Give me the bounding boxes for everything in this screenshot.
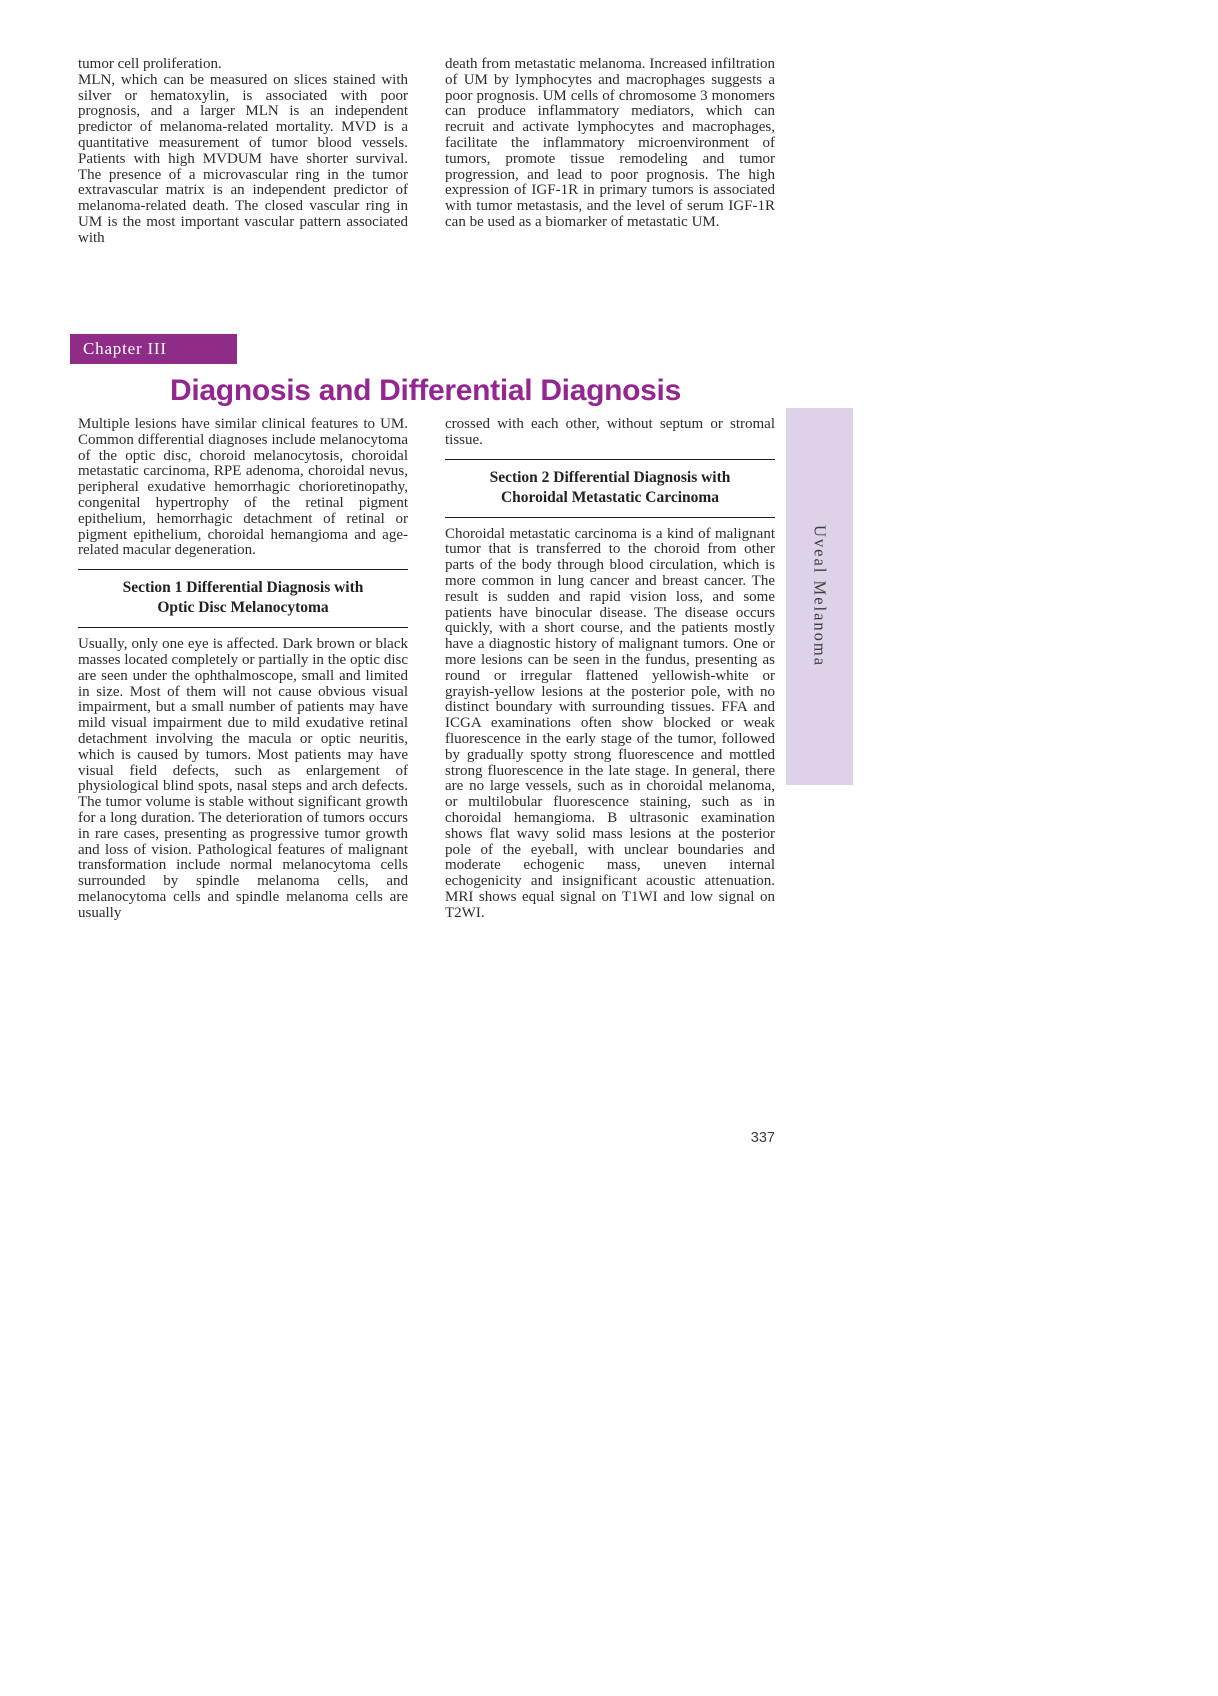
section-2-heading: [445, 459, 775, 518]
side-tab: [786, 408, 853, 785]
paragraph: death from metastatic melanoma. Increased infiltration of UM by lymphocytes and macrophages suggests a poor prognosis. UM cells of chromosome 3 monomers can produce inflammatory mediators, which can recruit and activate lymphocytes and macrophages, facilitate the inflammatory microenvironment of tumors, promote tissue remodeling and tumor progression, and lead to poor prognosis. The high expression of IGF-1R in primary tumors is associated with tumor metastasis, and the level of serum IGF-1R can be used as a biomarker of metastatic UM.: [445, 56, 775, 230]
paragraph: MLN, which can be measured on slices stained with silver or hematoxylin, is associated with poor prognosis, and a larger MLN is an independent predictor of melanoma-related mortality. MVD is a quantitative measurement of tumor blood vessels. Patients with high MVDUM have shorter survival. The presence of a microvascular ring in the tumor extravascular matrix is an independent predictor of melanoma-related death. The closed vascular ring in UM is the most important vascular pattern associated with: [78, 71, 408, 246]
section-heading-line: Section 2 Differential Diagnosis with: [489, 468, 731, 486]
top-right-column: [445, 57, 775, 231]
section-1-heading: [78, 569, 408, 628]
main-right-column: [445, 417, 775, 922]
chapter-banner-label: Chapter III: [83, 339, 167, 358]
section-heading-line: Section 1 Differential Diagnosis with: [122, 579, 364, 597]
page-number: 337: [750, 1130, 775, 1146]
paragraph: crossed with each other, without septum or stromal tissue.: [445, 416, 775, 448]
top-left-column: [78, 57, 408, 247]
main-left-column: [78, 417, 408, 922]
chapter-banner: [70, 334, 237, 364]
section-heading-line: Choroidal Metastatic Carcinoma: [500, 488, 720, 506]
section-heading-line: Optic Disc Melanocytoma: [157, 599, 329, 617]
paragraph: Multiple lesions have similar clinical features to UM. Common differential diagnoses include melanocytoma of the optic disc, choroid melanocytosis, choroidal metastatic carcinoma, RPE adenoma, choroidal nevus, peripheral exudative hemorrhagic chorioretinopathy, congenital hypertrophy of the retinal pigment epithelium, hemorrhagic detachment of retinal or pigment epithelium, choroidal hemangioma and age-related macular degeneration.: [78, 416, 408, 559]
paragraph: Usually, only one eye is affected. Dark brown or black masses located completely or partially in the optic disc are seen under the ophthalmoscope, small and limited in size. Most of them will not cause obvious visual impairment, but a small number of patients may have mild visual impairment due to mild exudative retinal detachment involving the macula or optic neuritis, which is caused by tumors. Most patients may have visual field defects, such as enlargement of physiological blind spots, nasal steps and arch defects. The tumor volume is stable without significant growth for a long duration. The deterioration of tumors occurs in rare cases, presenting as progressive tumor growth and loss of vision. Pathological features of malignant transformation include normal melanocytoma cells surrounded by spindle melanoma cells, and melanocytoma cells and spindle melanoma cells are usually: [78, 636, 408, 921]
paragraph: Choroidal metastatic carcinoma is a kind of malignant tumor that is transferred to the choroid from other parts of the body through blood circulation, which is more common in lung cancer and breast cancer. The result is sudden and rapid vision loss, and some patients have binocular disease. The disease occurs quickly, with a short course, and the patients mostly have a diagnostic history of malignant tumors. One or more lesions can be seen in the fundus, presenting as round or irregular flattened yellowish-white or grayish-yellow lesions at the posterior pole, with no distinct boundary with surrounding tissues. FFA and ICGA examinations often show blocked or weak fluorescence in the early stage of the tumor, followed by gradually spotty strong fluorescence and mottled strong fluorescence in the late stage. In general, there are no large vessels, such as in choroidal melanoma, or multilobular fluorescence staining, such as in choroidal hemangioma. B ultrasonic examination shows flat wavy solid mass lesions at the posterior pole of the eyeball, with unclear boundaries and moderate echogenic mass, uneven internal echogenicity and insignificant acoustic attenuation. MRI shows equal signal on T1WI and low signal on T2WI.: [445, 525, 775, 921]
side-tab-label: Uveal Melanoma: [810, 525, 830, 668]
paragraph: tumor cell proliferation.: [78, 56, 222, 72]
chapter-title: Diagnosis and Differential Diagnosis: [170, 374, 681, 407]
